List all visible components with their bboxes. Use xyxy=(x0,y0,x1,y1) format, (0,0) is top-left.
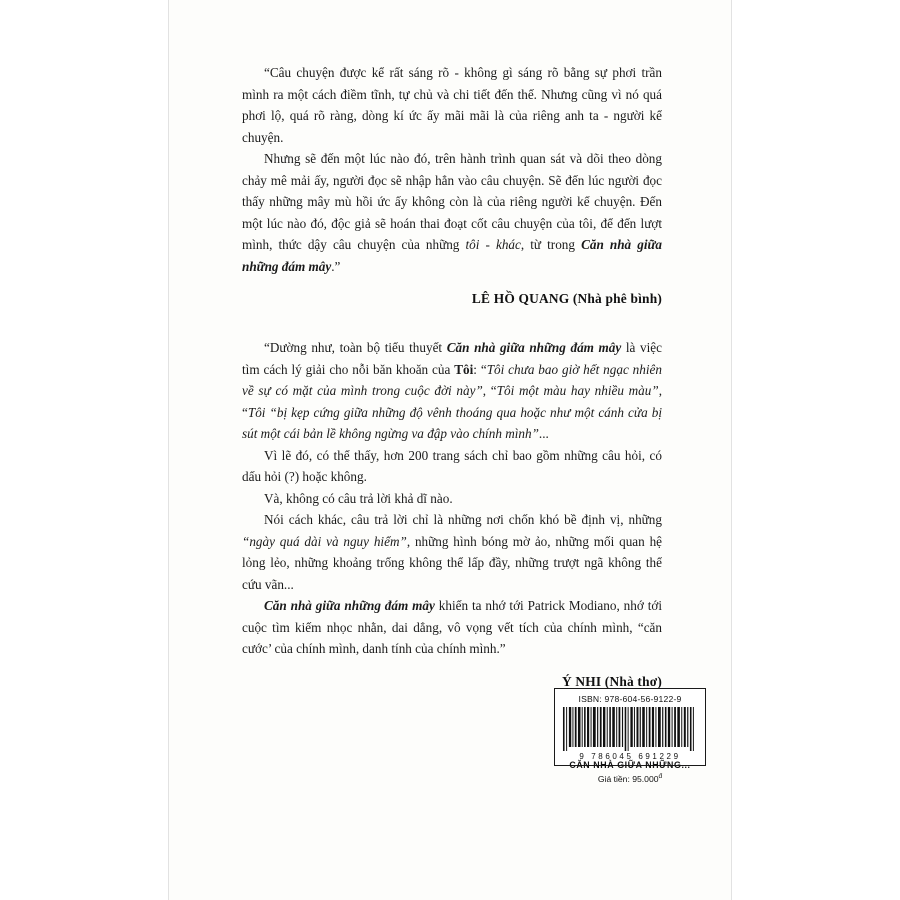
price-label xyxy=(554,773,706,784)
text-run: Nhưng sẽ đến một lúc nào đó, trên hành trình quan sát và dõi theo dòng chảy mê mải ấy, người đọc sẽ nhập hẳn vào câu chuyện. Sẽ đến lúc người đọc thấy những mây mù hồi ức ấy không còn là của riêng người kể chuyện. Đến một lúc nào đó, độc giả sẽ hoán thai đoạt cốt câu chuyện của tôi, để đến lượt mình, thức dậy câu chuyện của những xyxy=(242,151,662,252)
quote-block-1 xyxy=(242,62,662,307)
text-run: , “ xyxy=(242,383,663,420)
price-value: Giá tiền: 95.000 xyxy=(597,773,659,784)
text-run-italic: Tôi một màu hay nhiều màu” xyxy=(496,383,659,398)
quote-2-paragraph-1 xyxy=(242,337,662,445)
text-run: “Dường như, toàn bộ tiểu thuyết xyxy=(264,340,447,355)
text-run-italic: Tôi “bị kẹp cứng giữa những độ vênh thoáng qua hoặc như một cánh cửa bị sút một cái bản lề không ngừng va đập vào chính mình” xyxy=(242,404,662,441)
blurb-content xyxy=(242,62,662,690)
text-run: , từ trong xyxy=(520,237,582,252)
currency-symbol: đ xyxy=(658,773,663,780)
text-run: Nói cách khác, câu trả lời chỉ là những nơi chốn khó bề định vị, những xyxy=(264,512,662,527)
text-run: .” xyxy=(331,258,341,274)
book-title-mention: Căn nhà giữa những đám mây xyxy=(446,340,622,355)
quote-1-paragraph-2 xyxy=(242,148,662,277)
quote-2-paragraph-2: Vì lẽ đó, có thể thấy, hơn 200 trang sách chỉ bao gồm những câu hỏi, có dấu hỏi (?) hoặc không. xyxy=(242,447,662,484)
quote-1-paragraph-1: “Câu chuyện được kể rất sáng rõ - không gì sáng rõ bằng sự phơi trần mình ra một cách điềm tĩnh, tự chủ và chi tiết đến thế. Nhưng cũng vì nó quá phơi lộ, quá rõ ràng, dòng kí ức ấy mãi mãi là của riêng anh ta - người kể chuyện. xyxy=(242,65,662,145)
text-run-italic: “ngày quá dài và nguy hiểm” xyxy=(242,533,407,549)
text-run-bold: Tôi xyxy=(454,361,474,377)
quote-2-paragraph-4 xyxy=(242,509,662,595)
barcode-footer xyxy=(554,760,706,784)
text-run-italic: Tôi chưa bao giờ hết ngạc nhiên về sự có mặt của mình trong cuộc đời này” xyxy=(242,361,662,398)
barcode-digits: 9 786045 691229 xyxy=(579,752,681,761)
text-run: khiến ta nhớ tới Patrick Modiano, nhớ tới cuộc tìm kiếm nhọc nhằn, dai dẳng, vô vọng vết tích của chính mình, “căn cước’ của chính mình, danh tính của chính mình.” xyxy=(242,598,663,656)
quote-block-2 xyxy=(242,337,662,690)
book-title-mention: Căn nhà giữa những đám mây xyxy=(242,237,662,274)
isbn-label: ISBN: 978-604-56-9122-9 xyxy=(578,694,682,704)
barcode-icon xyxy=(561,707,699,751)
text-run: ... xyxy=(538,426,549,441)
quote-1-attribution: LÊ HỒ QUANG (Nhà phê bình) xyxy=(471,291,662,306)
book-short-title: CĂN NHÀ GIỮA NHỮNG... xyxy=(569,760,691,770)
quote-2-attribution: Ý NHI (Nhà thơ) xyxy=(561,673,662,689)
text-run: , những hình bóng mờ ảo, những mối quan hệ lỏng lẻo, những khoảng trống không thể lấp đầy, những trượt ngã không thể cứu vãn... xyxy=(242,533,663,592)
quote-2-paragraph-5 xyxy=(242,595,662,660)
book-title-mention: Căn nhà giữa những đám mây xyxy=(264,598,435,613)
text-run: : “ xyxy=(473,361,487,377)
text-run: là việc tìm cách lý giải cho nỗi băn khoăn của xyxy=(242,340,662,377)
text-run: , “ xyxy=(482,383,497,398)
quote-2-paragraph-3: Và, không có câu trả lời khả dĩ nào. xyxy=(264,490,453,506)
text-run-italic: tôi - khác xyxy=(465,237,521,252)
barcode-box xyxy=(554,688,706,766)
book-back-cover xyxy=(168,0,732,900)
